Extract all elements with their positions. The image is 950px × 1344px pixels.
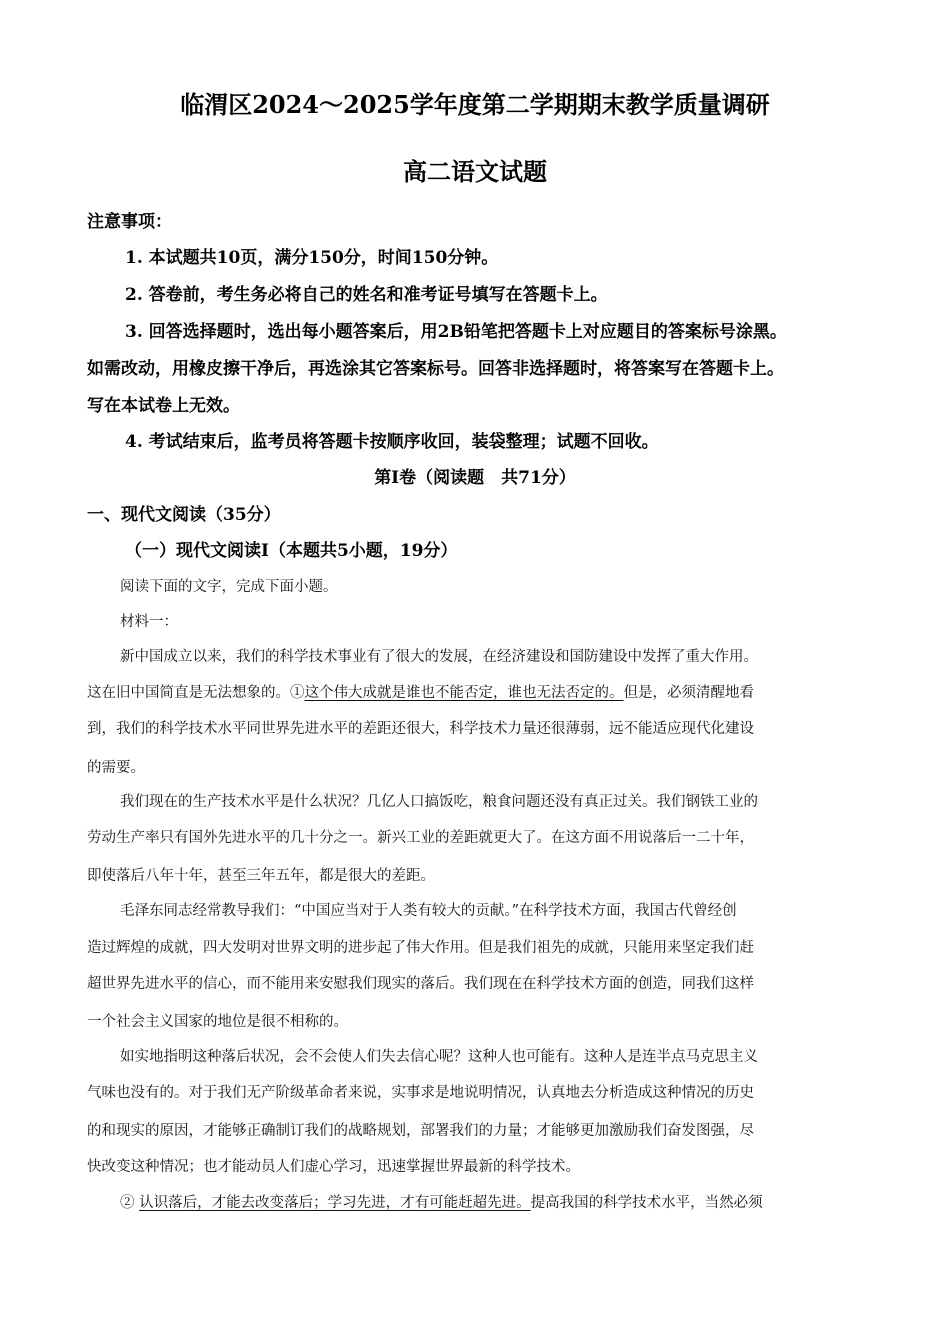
passage-text: ② <box>120 1195 140 1211</box>
passage-line: 超世界先进水平的信心，而不能用来安慰我们现实的落后。我们现在在科学技术方面的创造，同我们这样 <box>87 976 754 992</box>
passage-line: 毛泽东同志经常教导我们：“中国应当对于人类有较大的贡献。”在科学技术方面，我国古代曾经创 <box>120 903 737 919</box>
passage-line: 如实地指明这种落后状况，会不会使人们失去信心呢？这种人也可能有。这种人是连半点马克思主义 <box>120 1049 758 1065</box>
passage-text: 这在旧中国简直是无法想象的。① <box>87 685 305 701</box>
note-item-3-line-1: 3. 回答选择题时，选出每小题答案后，用2B铅笔把答题卡上对应题目的答案标号涂黑。 <box>125 322 787 342</box>
passage-line: 气味也没有的。对于我们无产阶级革命者来说，实事求是地说明情况，认真地去分析造成这种情况的历史 <box>87 1085 754 1101</box>
passage-text: 但是，必须清醒地看 <box>623 685 754 701</box>
notes-heading: 注意事项： <box>87 212 172 232</box>
passage-line: 新中国成立以来，我们的科学技术事业有了很大的发展，在经济建设和国防建设中发挥了重大作用。 <box>120 649 758 665</box>
passage-line: 我们现在的生产技术水平是什么状况？几亿人口搞饭吃，粮食问题还没有真正过关。我们钢铁工业的 <box>120 794 758 810</box>
page-subtitle: 高二语文试题 <box>403 157 547 186</box>
passage-line: 一个社会主义国家的地位是很不相称的。 <box>87 1014 348 1030</box>
passage-line <box>87 682 754 704</box>
passage-line: 的和现实的原因，才能够正确制订我们的战略规划，部署我们的力量；才能够更加激励我们奋发图强，尽 <box>87 1123 754 1139</box>
passage-line <box>120 1192 763 1214</box>
underlined-sentence-1: 这个伟大成就是谁也不能否定，谁也无法否定的。 <box>304 685 624 701</box>
passage-text: 提高我国的科学技术水平，当然必须 <box>530 1195 763 1211</box>
passage-line: 的需要。 <box>87 760 145 776</box>
passage-line: 造过辉煌的成就，四大发明对世界文明的进步起了伟大作用。但是我们祖先的成就，只能用来坚定我们赶 <box>87 940 754 956</box>
note-item-4: 4. 考试结束后，监考员将答题卡按顺序收回，装袋整理；试题不回收。 <box>125 432 659 452</box>
note-item-1: 1. 本试题共10页，满分150分，时间150分钟。 <box>125 248 499 268</box>
passage-line: 到，我们的科学技术水平同世界先进水平的差距还很大，科学技术力量还很薄弱，远不能适应现代化建设 <box>87 721 754 737</box>
passage-line: 快改变这种情况；也才能动员人们虚心学习，迅速掌握世界最新的科学技术。 <box>87 1159 580 1175</box>
material-label: 材料一： <box>120 614 178 630</box>
passage-line: 即使落后八年十年，甚至三年五年，都是很大的差距。 <box>87 868 435 884</box>
subsection-heading: （一）现代文阅读Ⅰ（本题共5小题，19分） <box>125 541 458 561</box>
part-heading: 一、现代文阅读（35分） <box>87 505 281 525</box>
passage-line: 劳动生产率只有国外先进水平的几十分之一。新兴工业的差距就更大了。在这方面不用说落后一二十年， <box>87 830 754 846</box>
page-title: 临渭区2024～2025学年度第二学期期末教学质量调研 <box>180 90 770 119</box>
note-item-3-line-3: 写在本试卷上无效。 <box>87 396 240 416</box>
note-item-2: 2. 答卷前，考生务必将自己的姓名和准考证号填写在答题卡上。 <box>125 285 608 305</box>
note-item-3-line-2: 如需改动，用橡皮擦干净后，再选涂其它答案标号。回答非选择题时，将答案写在答题卡上。 <box>87 359 784 379</box>
volume-heading: 第Ⅰ卷（阅读题 共71分） <box>374 468 576 488</box>
underlined-sentence-2: 认识落后，才能去改变落后；学习先进，才有可能赶超先进。 <box>139 1195 531 1211</box>
reading-instruction: 阅读下面的文字，完成下面小题。 <box>120 579 338 595</box>
